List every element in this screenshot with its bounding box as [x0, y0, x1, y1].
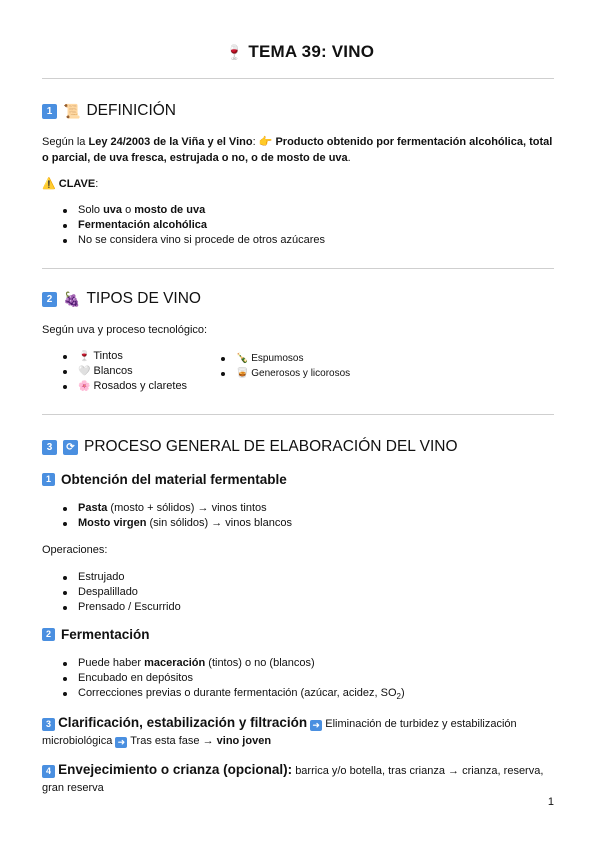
tipos-list-left: [42, 349, 187, 394]
obtencion-list: [42, 501, 292, 531]
sub-heading-text: Clarificación, estabilización y filtración: [58, 715, 308, 730]
item-text: Puede haber: [78, 657, 145, 669]
list-item: Encubado en depósitos: [42, 671, 405, 686]
sub-fermentacion-heading: [42, 627, 150, 642]
list-item: [42, 203, 325, 218]
item-text: Tintos: [93, 350, 123, 362]
definition-paragraph: [42, 135, 556, 166]
sub-heading-text: Envejecimiento o crianza (opcional):: [58, 762, 293, 777]
list-item: [42, 686, 405, 704]
item-text: Blancos: [93, 365, 133, 377]
item-text: (sin sólidos) → vinos blancos: [146, 517, 292, 529]
tipos-intro: Según uva y proceso tecnológico:: [42, 324, 208, 336]
law-name: Ley 24/2003 de la Viña y el Vino: [88, 136, 253, 148]
refresh-icon: ⟳: [63, 440, 78, 455]
sub-heading-text: Obtención del material fermentable: [61, 472, 287, 487]
clave-label: CLAVE: [58, 178, 96, 190]
keycap-number-icon: 3: [42, 440, 57, 455]
item-text: No se considera vino si procede de otros azúcares: [78, 234, 326, 246]
keycap-number-icon: 2: [42, 628, 55, 641]
item-bold: Fermentación alcohólica: [78, 219, 207, 231]
list-item: [42, 349, 187, 364]
section-heading-text: PROCESO GENERAL DE ELABORACIÓN DEL VINO: [84, 438, 458, 455]
keycap-number-icon: 1: [42, 104, 57, 119]
list-item: [42, 364, 187, 379]
operaciones-list: [42, 570, 181, 615]
item-text: Espumosos: [251, 353, 304, 364]
amber-glass-icon: 🥃: [236, 368, 249, 379]
arrow-right-icon: ➜: [115, 737, 127, 748]
page-title: [0, 42, 600, 62]
clave-list: [42, 203, 325, 248]
item-bold: uva: [103, 204, 123, 216]
list-item: [42, 233, 325, 248]
item-text: Solo: [78, 204, 104, 216]
section-proceso-heading: [42, 438, 458, 456]
pointing-hand-icon: 👉: [258, 136, 273, 148]
definition-text: Según la: [42, 136, 89, 148]
fermentacion-list: [42, 656, 405, 704]
vino-joven: vino joven: [216, 735, 272, 747]
divider: [42, 414, 554, 415]
definition-bold: Producto obtenido por fermentación alcohólica, total o parcial, de uva fresca, estrujada o no, o de mosto de uva: [42, 136, 553, 164]
clarificacion-text: Eliminación de turbidez y estabilización: [325, 718, 517, 730]
list-item: [42, 501, 292, 516]
arrow-right-icon: ➜: [310, 720, 322, 731]
list-item: [42, 218, 325, 233]
list-item: [42, 656, 405, 671]
list-item: Estrujado: [42, 570, 181, 585]
divider: [42, 268, 554, 269]
sub-heading-text: Fermentación: [61, 627, 150, 642]
item-text: (tintos) o no (blancos): [205, 657, 315, 669]
flower-icon: 🌸: [78, 381, 91, 392]
item-bold: Pasta: [78, 502, 108, 514]
section-tipos-heading: [42, 290, 201, 308]
subscript: 2: [396, 692, 401, 702]
clave-label-line: [42, 177, 98, 193]
item-text: o: [122, 204, 135, 216]
operaciones-label: Operaciones:: [42, 544, 108, 556]
item-bold: mosto de uva: [134, 204, 206, 216]
section-definicion-heading: [42, 102, 176, 120]
list-item: [42, 379, 187, 394]
tipos-list-right: [200, 351, 350, 381]
list-item: [200, 351, 350, 366]
keycap-number-icon: 1: [42, 473, 55, 486]
envejecimiento-text: barrica y/o botella, tras crianza → crianza, reserva,: [295, 765, 544, 777]
sub-obtencion-heading: [42, 472, 287, 487]
sub-clarificacion: [42, 714, 558, 750]
warning-icon: ⚠️: [42, 178, 56, 190]
item-text: ): [401, 687, 405, 699]
sub-envejecimiento: [42, 761, 558, 797]
scroll-icon: 📜: [63, 103, 81, 119]
wine-glass-icon: 🍷: [225, 44, 244, 60]
item-text: Generosos y licorosos: [251, 368, 351, 379]
list-item: [200, 366, 350, 381]
item-text: Correcciones previas o durante fermentación (azúcar, acidez, SO: [78, 687, 397, 699]
keycap-number-icon: 4: [42, 765, 55, 778]
item-text: Rosados y claretes: [93, 380, 188, 392]
grapes-icon: 🍇: [63, 291, 81, 307]
clave-colon: :: [95, 178, 99, 190]
envejecimiento-text: gran reserva: [42, 782, 104, 794]
page-number: 1: [547, 796, 554, 808]
list-item: Despalillado: [42, 585, 181, 600]
bubbles-icon: 🍾: [236, 353, 249, 364]
list-item: [42, 516, 292, 531]
keycap-number-icon: 3: [42, 718, 55, 731]
title-text: TEMA 39: VINO: [248, 42, 375, 61]
clarificacion-text: Tras esta fase →: [130, 735, 217, 747]
section-heading-text: TIPOS DE VINO: [86, 290, 201, 307]
divider: [42, 78, 554, 79]
list-item: Prensado / Escurrido: [42, 600, 181, 615]
section-heading-text: DEFINICIÓN: [86, 102, 176, 119]
item-bold: Mosto virgen: [78, 517, 147, 529]
keycap-number-icon: 2: [42, 292, 57, 307]
white-heart-icon: 🤍: [78, 366, 91, 377]
clarificacion-text: microbiológica: [42, 735, 113, 747]
red-wine-icon: 🍷: [78, 351, 91, 362]
item-text: (mosto + sólidos) → vinos tintos: [107, 502, 267, 514]
definition-end: .: [347, 151, 351, 164]
item-bold: maceración: [144, 657, 206, 669]
definition-colon: :: [252, 136, 256, 148]
